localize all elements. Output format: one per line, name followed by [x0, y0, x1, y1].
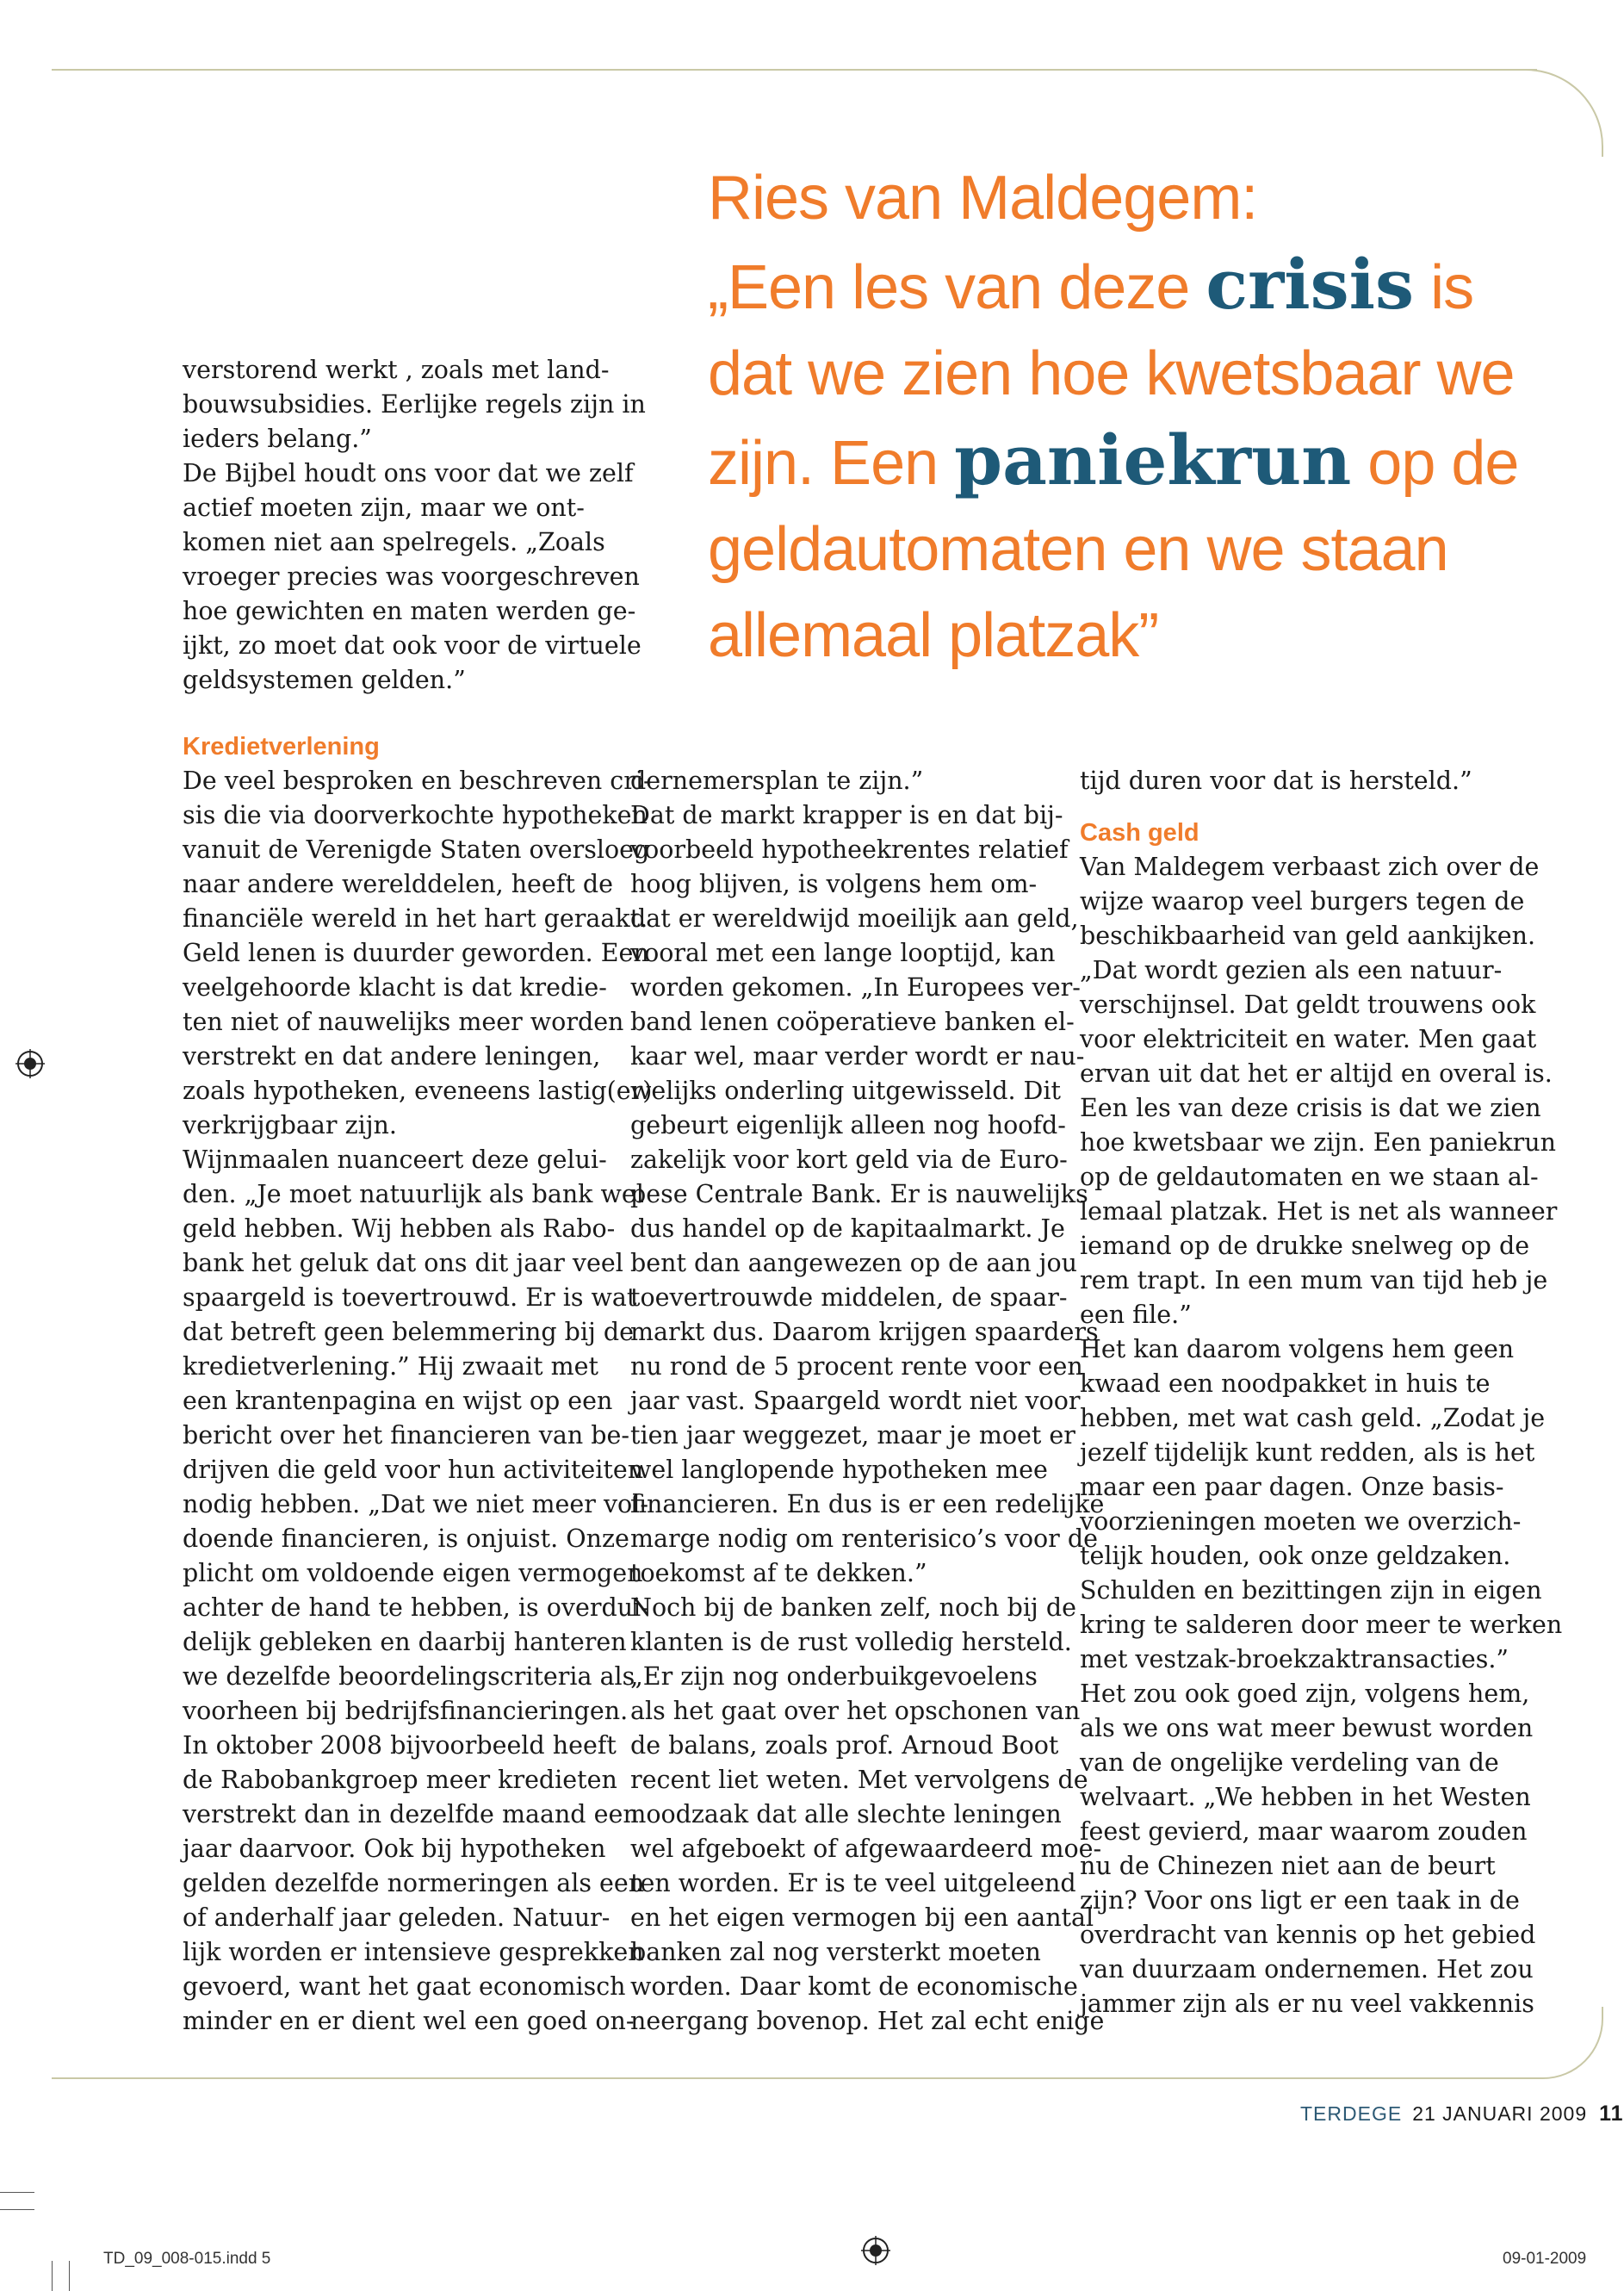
- text-line: en het eigen vermogen bij een aantal: [630, 1903, 1094, 1932]
- slug-filename: TD_09_008-015.indd 5: [103, 2250, 271, 2268]
- text-line: ervan uit dat het er altijd en overal is.: [1080, 1059, 1553, 1088]
- text-line: verkrijgbaar zijn.: [183, 1111, 397, 1139]
- text-line: kaar wel, maar verder wordt er nau-: [630, 1042, 1085, 1071]
- text-line: delijk gebleken en daarbij hanteren: [183, 1628, 627, 1656]
- text-line: bouwsubsidies. Eerlijke regels zijn in: [183, 390, 646, 419]
- pull-quote-line: [708, 155, 1578, 241]
- text-line: Dat de markt krapper is en dat bij-: [630, 801, 1063, 829]
- pull-quote-text: geldautomaten en we staan: [708, 515, 1448, 584]
- text-line: gebeurt eigenlijk alleen nog hoofd-: [630, 1111, 1066, 1139]
- text-line: welvaart. „We hebben in het Westen: [1080, 1783, 1531, 1811]
- crop-mark: [52, 2261, 53, 2291]
- text-line: geld hebben. Wij hebben als Rabo-: [183, 1214, 616, 1243]
- text-line: sis die via doorverkochte hypotheken: [183, 801, 648, 829]
- text-line: hoe kwetsbaar we zijn. Een paniekrun: [1080, 1128, 1556, 1157]
- text-line: dat betreft geen belemmering bij de: [183, 1318, 635, 1346]
- text-line: rem trapt. In een mum van tijd heb je: [1080, 1266, 1548, 1295]
- text-line: gevoerd, want het gaat economisch: [183, 1972, 626, 2001]
- text-line: lemaal platzak. Het is net als wanneer: [1080, 1197, 1558, 1226]
- text-line: markt dus. Daarom krijgen spaarders: [630, 1318, 1099, 1346]
- column-1-top-text: [183, 353, 646, 698]
- text-line: den. „Je moet natuurlijk als bank wel: [183, 1180, 644, 1208]
- text-line: de balans, zoals prof. Arnoud Boot: [630, 1731, 1059, 1760]
- text-line: gelden dezelfde normeringen als een: [183, 1869, 645, 1897]
- text-line: of anderhalf jaar geleden. Natuur-: [183, 1903, 611, 1932]
- text-line: hebben, met wat cash geld. „Zodat je: [1080, 1404, 1546, 1432]
- text-line: telijk houden, ook onze geldzaken.: [1080, 1542, 1511, 1570]
- text-line: verstrekt dan in dezelfde maand een: [183, 1800, 639, 1828]
- text-line: plicht om voldoende eigen vermogen: [183, 1559, 643, 1587]
- text-line: Een les van deze crisis is dat we zien: [1080, 1094, 1541, 1122]
- text-line: iemand op de drukke snelweg op de: [1080, 1232, 1530, 1260]
- text-line: kredietverlening.” Hij zwaait met: [183, 1352, 598, 1381]
- text-line: bent dan aangewezen op de aan jou: [630, 1249, 1078, 1277]
- text-line: zijn? Voor ons ligt er een taak in de: [1080, 1886, 1520, 1915]
- text-line: komen niet aan spelregels. „Zoals: [183, 528, 605, 556]
- text-line: veelgehoorde klacht is dat kredie-: [183, 973, 607, 1002]
- text-line: van de ongelijke verdeling van de: [1080, 1748, 1499, 1777]
- pull-quote-line: [708, 331, 1578, 417]
- slug-date: 09-01-2009: [1503, 2250, 1587, 2268]
- text-line: als het gaat over het opschonen van: [630, 1697, 1081, 1725]
- section-heading-cash-geld: Cash geld: [1080, 819, 1199, 847]
- column-1-body-text: [183, 764, 653, 2039]
- text-line: Geld lenen is duurder geworden. Een: [183, 939, 649, 967]
- magazine-name: TERDEGE: [1300, 2102, 1403, 2125]
- text-line: geldsystemen gelden.”: [183, 666, 466, 694]
- text-line: feest gevierd, maar waarom zouden: [1080, 1817, 1528, 1846]
- text-line: op de geldautomaten en we staan al-: [1080, 1163, 1539, 1191]
- frame-top-corner: [1464, 69, 1603, 157]
- column-2-body-text: [630, 764, 1105, 2039]
- text-line: recent liet weten. Met vervolgens de: [630, 1766, 1088, 1794]
- text-line: toevertrouwde middelen, de spaar-: [630, 1283, 1068, 1312]
- pull-quote-text: „Een les van deze: [708, 253, 1206, 322]
- section-heading-kredietverlening: Kredietverlening: [183, 733, 380, 761]
- pull-quote-line: [708, 417, 1578, 506]
- text-line: een file.”: [1080, 1301, 1192, 1329]
- crop-mark: [69, 2261, 70, 2291]
- text-line: worden gekomen. „In Europees ver-: [630, 973, 1081, 1002]
- text-line: zoals hypotheken, eveneens lastig(er): [183, 1077, 653, 1105]
- text-line: kwaad een noodpakket in huis te: [1080, 1369, 1491, 1398]
- text-line: zakelijk voor kort geld via de Euro-: [630, 1146, 1068, 1174]
- text-line: naar andere werelddelen, heeft de: [183, 870, 613, 898]
- column-3-intro-text: [1080, 764, 1528, 798]
- text-line: als we ons wat meer bewust worden: [1080, 1714, 1534, 1742]
- text-line: dernemersplan te zijn.”: [630, 767, 924, 795]
- text-line: voorheen bij bedrijfsfinancieringen.: [183, 1697, 629, 1725]
- text-line: actief moeten zijn, maar we ont-: [183, 494, 585, 522]
- page-number: 11: [1599, 2102, 1624, 2126]
- text-line: band lenen coöperatieve banken el-: [630, 1008, 1075, 1036]
- text-line: bank het geluk dat ons dit jaar veel: [183, 1249, 623, 1277]
- text-line: Wijnmaalen nuanceert deze gelui-: [183, 1146, 607, 1174]
- text-line: voor elektriciteit en water. Men gaat: [1080, 1025, 1537, 1053]
- text-line: dus handel op de kapitaalmarkt. Je: [630, 1214, 1065, 1243]
- text-line: Het zou ook goed zijn, volgens hem,: [1080, 1679, 1530, 1708]
- text-line: vanuit de Verenigde Staten oversloeg: [183, 835, 650, 864]
- text-line: nodig hebben. „Dat we niet meer vol-: [183, 1490, 648, 1518]
- pull-quote-text: op de: [1351, 429, 1519, 498]
- frame-bottom-rule: [52, 2077, 1537, 2079]
- text-line: De Bijbel houdt ons voor dat we zelf: [183, 459, 634, 487]
- text-line: ieders belang.”: [183, 425, 372, 453]
- text-line: ten niet of nauwelijks meer worden: [183, 1008, 624, 1036]
- pull-quote-text: dat we zien hoe kwetsbaar we: [708, 339, 1515, 408]
- text-line: „Dat wordt gezien als een natuur-: [1080, 956, 1503, 984]
- text-line: van duurzaam ondernemen. Het zou: [1080, 1955, 1534, 1984]
- text-line: jezelf tijdelijk kunt redden, als is het: [1080, 1438, 1535, 1467]
- text-line: minder en er dient wel een goed on-: [183, 2007, 635, 2035]
- text-line: wel langlopende hypotheken mee: [630, 1456, 1048, 1484]
- text-line: financiële wereld in het hart geraakt.: [183, 904, 648, 933]
- frame-top-rule: [52, 69, 1537, 71]
- text-line: een krantenpagina en wijst op een: [183, 1387, 613, 1415]
- pull-quote: [708, 155, 1578, 679]
- text-line: worden. Daar komt de economische: [630, 1972, 1078, 2001]
- text-line: toekomst af te dekken.”: [630, 1559, 927, 1587]
- text-line: dat er wereldwijd moeilijk aan geld,: [630, 904, 1079, 933]
- text-line: beschikbaarheid van geld aankijken.: [1080, 922, 1536, 950]
- text-line: klanten is de rust volledig hersteld.: [630, 1628, 1072, 1656]
- text-line: marge nodig om renterisico’s voor de: [630, 1524, 1098, 1553]
- text-line: drijven die geld voor hun activiteiten: [183, 1456, 644, 1484]
- column-1: [183, 730, 653, 2039]
- text-line: „Er zijn nog onderbuikgevoelens: [630, 1662, 1038, 1691]
- text-line: kring te salderen door meer te werken: [1080, 1611, 1563, 1639]
- text-line: nu rond de 5 procent rente voor een: [630, 1352, 1083, 1381]
- text-line: maar een paar dagen. Onze basis-: [1080, 1473, 1504, 1501]
- pull-quote-text: is: [1414, 253, 1474, 322]
- crop-mark: [0, 2209, 34, 2210]
- text-line: hoog blijven, is volgens hem om-: [630, 870, 1038, 898]
- registration-mark-icon: [861, 2236, 890, 2265]
- text-line: welijks onderling uitgewisseld. Dit: [630, 1077, 1061, 1105]
- text-line: wijze waarop veel burgers tegen de: [1080, 887, 1525, 916]
- text-line: tijd duren voor dat is hersteld.”: [1080, 767, 1472, 795]
- column-3-body-text: [1080, 850, 1563, 2021]
- pull-quote-emphasis: crisis: [1206, 244, 1415, 325]
- text-line: voorbeeld hypotheekrentes relatief: [630, 835, 1069, 864]
- pull-quote-text: allemaal platzak”: [708, 601, 1159, 670]
- pull-quote-emphasis: paniekrun: [954, 419, 1352, 500]
- text-line: vroeger precies was voorgeschreven: [183, 562, 640, 591]
- issue-date: 21 JANUARI 2009: [1412, 2102, 1588, 2125]
- text-line: verschijnsel. Dat geldt trouwens ook: [1080, 990, 1536, 1019]
- text-line: Het kan daarom volgens hem geen: [1080, 1335, 1515, 1363]
- text-line: wel afgeboekt of afgewaardeerd moe-: [630, 1835, 1102, 1863]
- pull-quote-text: zijn. Een: [708, 429, 955, 498]
- text-line: De veel besproken en beschreven cri-: [183, 767, 652, 795]
- crop-mark: [0, 2192, 34, 2193]
- text-line: de Rabobankgroep meer kredieten: [183, 1766, 617, 1794]
- text-line: jaar daarvoor. Ook bij hypotheken: [183, 1835, 606, 1863]
- page-folio: [1300, 2102, 1624, 2126]
- text-line: Van Maldegem verbaast zich over de: [1080, 853, 1540, 881]
- pull-quote-line: [708, 593, 1578, 679]
- pull-quote-text: Ries van Maldegem:: [708, 164, 1258, 233]
- pull-quote-line: [708, 506, 1578, 593]
- text-line: vooral met een lange looptijd, kan: [630, 939, 1056, 967]
- text-line: lijk worden er intensieve gesprekken: [183, 1938, 644, 1966]
- text-line: tien jaar weggezet, maar je moet er: [630, 1421, 1075, 1450]
- text-line: doende financieren, is onjuist. Onze: [183, 1524, 629, 1553]
- text-line: neergang bovenop. Het zal echt enige: [630, 2007, 1105, 2035]
- text-line: financieren. En dus is er een redelijke: [630, 1490, 1105, 1518]
- text-line: we dezelfde beoordelingscriteria als: [183, 1662, 635, 1691]
- text-line: hoe gewichten en maten werden ge-: [183, 597, 636, 625]
- registration-mark-icon: [15, 1049, 45, 1078]
- text-line: noodzaak dat alle slechte leningen: [630, 1800, 1062, 1828]
- text-line: verstorend werkt , zoals met land-: [183, 356, 610, 384]
- text-line: ijkt, zo moet dat ook voor de virtuele: [183, 631, 642, 660]
- column-3: [1080, 764, 1563, 2021]
- pull-quote-line: [708, 241, 1578, 331]
- text-line: nu de Chinezen niet aan de beurt: [1080, 1852, 1496, 1880]
- text-line: ten worden. Er is te veel uitgeleend: [630, 1869, 1076, 1897]
- text-line: Noch bij de banken zelf, noch bij de: [630, 1593, 1076, 1622]
- text-line: overdracht van kennis op het gebied: [1080, 1921, 1536, 1949]
- text-line: jaar vast. Spaargeld wordt niet voor: [630, 1387, 1081, 1415]
- text-line: pese Centrale Bank. Er is nauwelijks: [630, 1180, 1088, 1208]
- text-line: bericht over het financieren van be-: [183, 1421, 630, 1450]
- text-line: spaargeld is toevertrouwd. Er is wat: [183, 1283, 637, 1312]
- text-line: Schulden en bezittingen zijn in eigen: [1080, 1576, 1542, 1605]
- text-line: verstrekt en dat andere leningen,: [183, 1042, 601, 1071]
- text-line: jammer zijn als er nu veel vakkennis: [1080, 1990, 1534, 2018]
- text-line: In oktober 2008 bijvoorbeeld heeft: [183, 1731, 617, 1760]
- text-line: achter de hand te hebben, is overdui-: [183, 1593, 649, 1622]
- text-line: met vestzak-broekzaktransacties.”: [1080, 1645, 1509, 1673]
- text-line: banken zal nog versterkt moeten: [630, 1938, 1041, 1966]
- text-line: voorzieningen moeten we overzich-: [1080, 1507, 1522, 1536]
